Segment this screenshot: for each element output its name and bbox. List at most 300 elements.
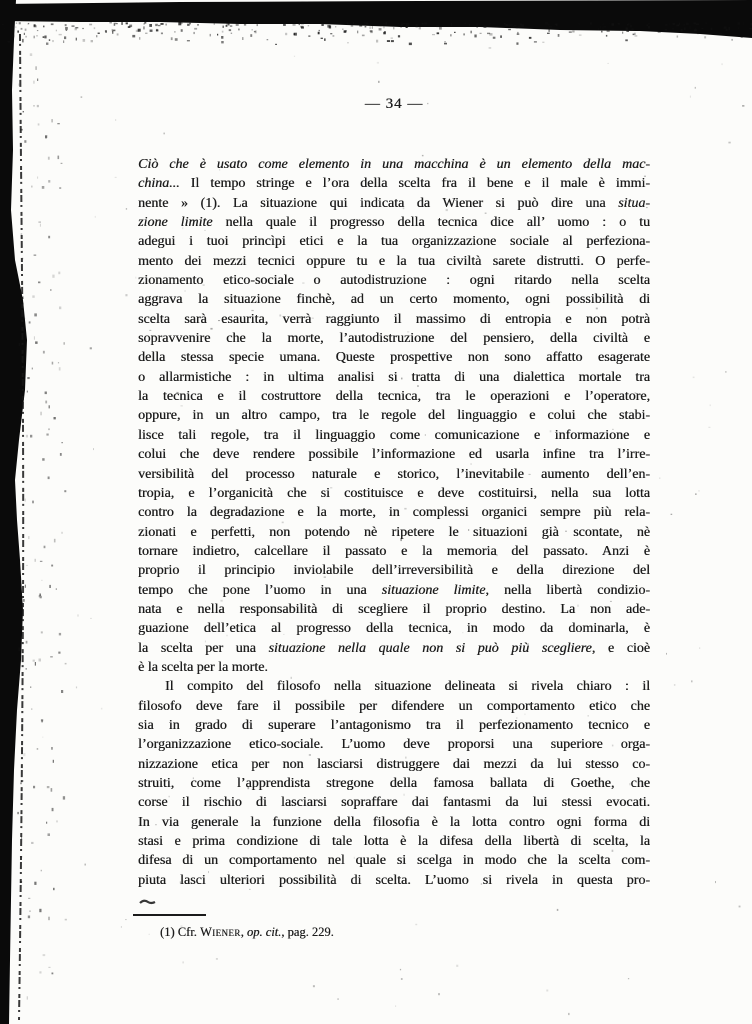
scan-speck bbox=[58, 272, 60, 275]
scan-speck bbox=[27, 391, 28, 393]
scan-speck bbox=[631, 28, 633, 30]
scan-speck bbox=[416, 24, 418, 27]
scan-speck bbox=[25, 585, 26, 588]
scan-speck bbox=[313, 985, 315, 987]
scan-speck bbox=[46, 434, 48, 436]
scan-speck bbox=[684, 27, 685, 30]
scan-speck bbox=[109, 22, 112, 23]
scan-speck bbox=[19, 327, 20, 330]
scan-speck bbox=[93, 448, 94, 450]
text-run: la tecnica e il costruttore della tecnica, tra le operazioni e l’operatore, bbox=[138, 389, 650, 405]
italic-text: Ciò che è usato come elemento in una macchina è un elemento della mac- bbox=[138, 157, 650, 172]
italic-text: china... bbox=[138, 176, 180, 192]
scan-speck bbox=[21, 780, 23, 781]
scan-speck bbox=[44, 546, 46, 549]
scan-speck bbox=[32, 368, 33, 370]
scan-speck bbox=[45, 392, 47, 395]
scan-speck bbox=[26, 668, 27, 669]
scan-speck bbox=[238, 29, 240, 31]
scan-speck bbox=[43, 351, 45, 354]
text-run: oppure, in un altro campo, tra le regole del linguaggio e colui che stabi- bbox=[138, 408, 650, 424]
scan-speck bbox=[96, 35, 97, 37]
scan-speck bbox=[504, 23, 505, 24]
scan-speck bbox=[61, 532, 63, 534]
scan-speck bbox=[424, 22, 427, 24]
scan-speck bbox=[111, 29, 113, 31]
text-run: o allarmistiche : in ultima analisi si tratta di una dialettica mortale tra bbox=[138, 369, 650, 385]
scan-speck bbox=[42, 737, 43, 738]
scan-speck bbox=[57, 123, 60, 124]
scan-speck bbox=[28, 23, 29, 24]
scan-speck bbox=[722, 63, 723, 65]
scan-speck bbox=[56, 30, 57, 32]
scan-speck bbox=[444, 43, 447, 45]
text-run: sia in grado di superare l’antagonismo tra il perfezionamento tecnico e bbox=[138, 717, 650, 733]
scan-speck bbox=[221, 36, 223, 39]
scan-speck bbox=[329, 26, 331, 29]
scan-speck bbox=[477, 25, 478, 28]
scan-speck bbox=[602, 23, 604, 25]
scan-speck bbox=[144, 23, 145, 24]
scan-speck bbox=[53, 888, 55, 890]
scan-speck bbox=[128, 26, 131, 28]
text-line bbox=[138, 503, 650, 522]
scan-speck bbox=[47, 786, 50, 788]
text-line bbox=[138, 542, 650, 561]
scan-speck bbox=[450, 34, 452, 36]
scan-speck bbox=[626, 28, 628, 31]
scan-speck bbox=[52, 275, 54, 278]
scan-speck bbox=[39, 909, 41, 912]
scan-speck bbox=[688, 26, 691, 29]
scan-speck bbox=[699, 647, 700, 648]
text-run: sopravvenire che la morte, l’autodistruzione del pensiero, della civiltà e bbox=[138, 331, 650, 347]
scan-speck bbox=[555, 24, 557, 25]
scan-speck bbox=[28, 898, 30, 899]
scan-speck bbox=[710, 404, 711, 406]
scan-speck bbox=[618, 23, 620, 25]
binding-edge bbox=[0, 0, 27, 1024]
scan-speck bbox=[487, 33, 490, 34]
scan-speck bbox=[156, 29, 159, 31]
scan-speck bbox=[308, 35, 310, 37]
scan-speck bbox=[59, 367, 61, 370]
scan-speck bbox=[622, 32, 623, 34]
italic-text: op. cit. bbox=[246, 925, 282, 939]
text-run: filosofo deve fare il possibile per difendere un comportamento etico che bbox=[138, 698, 650, 714]
scan-speck bbox=[183, 961, 184, 963]
text-run: struiti, come l’apprendista stregone della famosa ballata di Goethe, che bbox=[138, 776, 650, 791]
text-run: In via generale la funzione della filosofia è la lotta contro ogni forma di bbox=[138, 814, 650, 830]
scan-speck bbox=[23, 753, 25, 756]
scan-speck bbox=[41, 412, 42, 416]
scan-speck bbox=[506, 24, 508, 26]
scan-speck bbox=[693, 377, 695, 379]
scan-speck bbox=[181, 29, 183, 32]
scan-speck bbox=[342, 29, 344, 31]
scan-speck bbox=[387, 40, 390, 42]
scan-speck bbox=[61, 442, 63, 443]
scan-speck bbox=[48, 428, 49, 430]
scan-speck bbox=[604, 26, 607, 28]
scan-speck bbox=[129, 25, 132, 28]
scan-speck bbox=[38, 123, 40, 125]
scan-speck bbox=[90, 347, 92, 349]
scan-speck bbox=[557, 909, 559, 911]
scan-speck bbox=[221, 41, 224, 43]
scan-speck bbox=[53, 760, 54, 763]
scan-speck bbox=[335, 26, 336, 27]
scan-speck bbox=[165, 24, 167, 26]
scan-speck bbox=[98, 33, 100, 34]
scan-speck bbox=[226, 23, 228, 25]
scan-speck bbox=[126, 22, 128, 24]
scan-speck bbox=[76, 38, 77, 41]
scan-speck bbox=[19, 648, 21, 651]
scan-speck bbox=[558, 34, 560, 37]
text-run: , nella libertà condizio- bbox=[485, 582, 650, 598]
scan-speck bbox=[37, 30, 38, 31]
scan-speck bbox=[633, 34, 635, 36]
scan-speck bbox=[41, 870, 42, 872]
scan-speck bbox=[49, 39, 50, 41]
scan-speck bbox=[34, 24, 36, 26]
text-run: piuta lasci ulteriori possibilità di scelta. L’uomo si rivela in questa pro- bbox=[138, 872, 650, 888]
text-line bbox=[138, 155, 650, 174]
scan-speck bbox=[665, 24, 668, 25]
scan-speck bbox=[72, 26, 75, 27]
scan-speck bbox=[489, 33, 492, 36]
footnote-rule bbox=[133, 914, 206, 916]
scan-speck bbox=[383, 26, 384, 28]
scan-speck bbox=[611, 23, 614, 25]
text-run: l’organizzazione etico-sociale. L’uomo deve proporsi una superiore orga- bbox=[138, 737, 650, 753]
scan-speck bbox=[116, 23, 118, 24]
scan-speck bbox=[695, 87, 696, 89]
handwritten-scribble bbox=[140, 901, 155, 903]
scan-speck bbox=[673, 23, 675, 25]
scan-speck bbox=[54, 417, 56, 419]
scan-speck bbox=[534, 41, 537, 43]
text-run: contro la degradazione e la morte, in complessi organici sempre più rela- bbox=[138, 505, 650, 521]
scan-speck bbox=[61, 690, 63, 693]
scan-speck bbox=[138, 29, 141, 32]
scan-speck bbox=[508, 24, 511, 26]
scan-speck bbox=[578, 23, 579, 24]
scan-speck bbox=[30, 435, 32, 438]
scan-speck bbox=[23, 318, 25, 320]
paragraph bbox=[138, 677, 650, 890]
scan-speck bbox=[704, 36, 706, 38]
text-run: nella quale il progresso della tecnica dice all’ uomo : o tu bbox=[212, 215, 650, 231]
scan-speck bbox=[115, 119, 116, 121]
scan-speck bbox=[189, 23, 191, 25]
scan-speck bbox=[437, 32, 440, 34]
scan-speck bbox=[54, 539, 56, 543]
scan-speck bbox=[39, 971, 41, 973]
scan-speck bbox=[30, 687, 31, 688]
scan-speck bbox=[345, 30, 347, 31]
scan-speck bbox=[338, 998, 339, 1000]
scan-speck bbox=[39, 594, 41, 597]
scan-speck bbox=[493, 23, 496, 25]
scan-speck bbox=[696, 24, 699, 25]
scan-speck bbox=[143, 26, 145, 29]
scan-speck bbox=[514, 25, 517, 26]
footnote-text bbox=[138, 924, 672, 940]
scan-speck bbox=[634, 33, 635, 35]
scan-speck bbox=[294, 33, 296, 35]
text-line bbox=[138, 774, 650, 793]
scan-speck bbox=[469, 24, 471, 25]
scan-speck bbox=[8, 41, 11, 42]
text-run: è la scelta per la morte. bbox=[138, 659, 268, 675]
scan-speck bbox=[518, 26, 521, 27]
scan-speck bbox=[44, 36, 46, 39]
text-line bbox=[138, 290, 650, 309]
scan-speck bbox=[63, 40, 64, 43]
scan-speck bbox=[76, 687, 77, 689]
text-line bbox=[138, 445, 650, 464]
scan-speck bbox=[85, 864, 86, 866]
scan-speck bbox=[568, 1013, 569, 1015]
scan-speck bbox=[236, 24, 239, 26]
scan-speck bbox=[48, 967, 50, 968]
scan-speck bbox=[136, 30, 139, 32]
scan-speck bbox=[357, 31, 358, 34]
scan-speck bbox=[114, 23, 116, 26]
scan-speck bbox=[520, 24, 522, 26]
scan-speck bbox=[464, 23, 466, 25]
scan-speck bbox=[391, 40, 394, 42]
scan-speck bbox=[379, 28, 382, 30]
scan-speck bbox=[139, 37, 140, 40]
scan-speck bbox=[627, 24, 629, 26]
scan-speck bbox=[20, 856, 22, 857]
text-line bbox=[138, 465, 650, 484]
scan-speck bbox=[674, 684, 676, 686]
scan-speck bbox=[293, 22, 294, 23]
scan-speck bbox=[679, 23, 680, 25]
scan-speck bbox=[521, 24, 524, 27]
page-number: — 34 — bbox=[364, 96, 424, 112]
scan-speck bbox=[318, 32, 320, 35]
scan-speck bbox=[194, 32, 195, 34]
scan-speck bbox=[37, 177, 38, 179]
text-line bbox=[138, 484, 650, 503]
scan-speck bbox=[32, 295, 34, 297]
scan-speck bbox=[333, 35, 335, 36]
scan-speck bbox=[383, 32, 386, 34]
scan-speck bbox=[659, 478, 660, 479]
text-line bbox=[138, 232, 650, 251]
scan-speck bbox=[26, 565, 28, 566]
scan-speck bbox=[32, 501, 34, 504]
text-line bbox=[138, 697, 650, 716]
scan-speck bbox=[421, 23, 424, 24]
scan-speck bbox=[267, 39, 269, 40]
scan-speck bbox=[33, 786, 35, 789]
text-line bbox=[138, 368, 650, 387]
scan-speck bbox=[48, 917, 50, 921]
scan-speck bbox=[15, 26, 16, 27]
scan-speck bbox=[725, 371, 726, 373]
scan-speck bbox=[359, 24, 362, 26]
scan-speck bbox=[401, 978, 403, 980]
scan-speck bbox=[300, 26, 303, 28]
scan-speck bbox=[65, 24, 67, 26]
scan-speck bbox=[31, 186, 32, 188]
scan-speck bbox=[24, 33, 25, 35]
scan-speck bbox=[21, 837, 22, 839]
scan-speck bbox=[419, 27, 421, 30]
scan-speck bbox=[463, 33, 464, 35]
scan-speck bbox=[59, 307, 61, 310]
scan-speck bbox=[400, 25, 402, 28]
text-run: proprio il principio inviolabile dell’irreversibilità e della direzione del bbox=[138, 563, 650, 579]
scan-speck bbox=[242, 37, 243, 40]
scan-speck bbox=[216, 959, 218, 960]
text-line bbox=[138, 271, 650, 290]
scan-speck bbox=[50, 656, 53, 657]
scan-speck bbox=[43, 26, 44, 28]
scan-speck bbox=[57, 820, 58, 822]
scan-speck bbox=[66, 30, 67, 31]
scan-speck bbox=[438, 993, 440, 995]
scan-speck bbox=[45, 135, 47, 138]
scan-speck bbox=[436, 25, 439, 27]
scan-speck bbox=[197, 24, 199, 26]
scan-speck bbox=[28, 916, 30, 919]
scan-speck bbox=[695, 27, 696, 29]
scan-speck bbox=[77, 614, 78, 616]
scan-speck bbox=[406, 26, 408, 28]
scan-speck bbox=[35, 662, 36, 666]
scan-speck bbox=[285, 33, 287, 35]
scan-speck bbox=[37, 35, 38, 36]
scan-speck bbox=[546, 990, 548, 992]
scan-speck bbox=[34, 254, 37, 256]
scan-speck bbox=[145, 33, 147, 34]
scan-speck bbox=[395, 1006, 396, 1007]
scan-speck bbox=[17, 31, 19, 33]
scan-speck bbox=[715, 881, 716, 883]
text-run: zionati e perfetti, non potendo nè ripetere le situazioni già scontate, nè bbox=[138, 524, 650, 540]
scan-speck bbox=[75, 27, 78, 28]
scan-speck bbox=[61, 163, 63, 164]
scan-speck bbox=[666, 653, 667, 655]
text-line bbox=[138, 252, 650, 271]
scan-speck bbox=[4, 28, 5, 29]
scan-speck bbox=[21, 597, 22, 598]
text-run: tropia, e l’organicità che si costituisce e deve costituirsi, nella sua lotta bbox=[138, 485, 650, 501]
scan-speck bbox=[126, 208, 127, 209]
scan-speck bbox=[2, 24, 4, 25]
scan-speck bbox=[480, 33, 482, 34]
scan-speck bbox=[391, 38, 393, 39]
scan-speck bbox=[301, 22, 304, 25]
scan-speck bbox=[669, 23, 670, 26]
scan-speck bbox=[741, 36, 743, 37]
scan-speck bbox=[547, 33, 550, 34]
scan-speck bbox=[254, 31, 256, 32]
scan-speck bbox=[324, 38, 326, 41]
scan-speck bbox=[223, 26, 224, 28]
scan-speck bbox=[226, 25, 228, 27]
scan-speck bbox=[30, 53, 32, 56]
scan-speck bbox=[33, 105, 35, 106]
scan-speck bbox=[222, 31, 224, 33]
scan-speck bbox=[327, 25, 330, 28]
scan-speck bbox=[46, 822, 47, 824]
scan-speck bbox=[607, 63, 609, 64]
scan-speck bbox=[21, 233, 23, 235]
scan-speck bbox=[171, 37, 173, 40]
text-line bbox=[138, 194, 650, 213]
scan-speck bbox=[231, 33, 232, 34]
scan-speck bbox=[23, 599, 24, 602]
scan-speck bbox=[52, 40, 53, 42]
scan-speck bbox=[321, 23, 323, 26]
scan-speck bbox=[513, 26, 514, 27]
scan-speck bbox=[228, 23, 230, 26]
text-line bbox=[138, 174, 650, 193]
scan-speck bbox=[51, 565, 53, 567]
scan-speck bbox=[214, 23, 215, 24]
scan-speck bbox=[422, 23, 424, 25]
scan-speck bbox=[347, 22, 348, 24]
scan-speck bbox=[365, 26, 367, 27]
scan-speck bbox=[43, 36, 45, 38]
scan-speck bbox=[156, 29, 158, 31]
scan-speck bbox=[40, 224, 41, 227]
scan-speck bbox=[548, 24, 550, 26]
scan-speck bbox=[517, 33, 520, 35]
scan-speck bbox=[369, 26, 370, 29]
text-run: difesa di un comportamento nel quale si scelga in modo che la scelta com- bbox=[138, 853, 650, 869]
scan-speck bbox=[25, 29, 27, 31]
scan-speck bbox=[609, 23, 610, 24]
scan-speck bbox=[370, 30, 373, 32]
scan-speck bbox=[19, 389, 21, 390]
text-line bbox=[138, 581, 650, 600]
scan-speck bbox=[694, 29, 697, 31]
text-line bbox=[138, 832, 650, 851]
scan-speck bbox=[579, 35, 582, 36]
text-run: della stessa specie umana. Queste prospettive non sono affatto esagerate bbox=[138, 350, 650, 366]
scan-speck bbox=[432, 34, 435, 35]
scan-speck bbox=[401, 22, 404, 24]
scan-speck bbox=[64, 490, 66, 492]
scan-speck bbox=[48, 477, 50, 480]
text-line bbox=[138, 387, 650, 406]
scan-speck bbox=[58, 362, 59, 363]
scan-speck bbox=[48, 157, 50, 160]
scan-speck bbox=[48, 236, 50, 239]
scan-speck bbox=[493, 37, 496, 39]
scan-speck bbox=[708, 427, 710, 428]
scan-speck bbox=[56, 588, 57, 590]
text-line bbox=[138, 600, 650, 619]
scan-speck bbox=[51, 747, 53, 750]
text-run: corse il rischio di lasciarsi sopraffare dai fantasmi da lui stessi evocati. bbox=[138, 795, 650, 811]
text-line bbox=[138, 329, 650, 348]
scan-speck bbox=[403, 23, 406, 24]
scan-speck bbox=[75, 28, 77, 31]
text-run: colui che deve rendere possibile l’informazione ed usarla infine tra l’irre- bbox=[138, 447, 650, 463]
scan-speck bbox=[112, 31, 113, 34]
scan-speck bbox=[33, 660, 35, 662]
